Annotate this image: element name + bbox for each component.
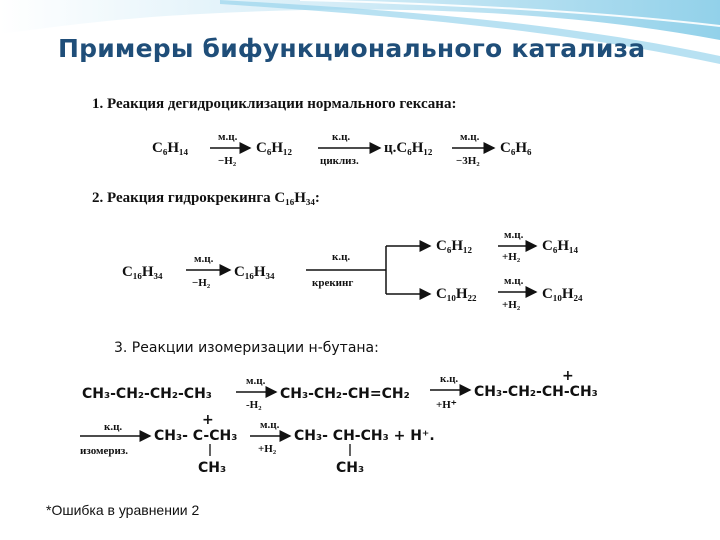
s3-l2-hydrogen: +H₂: [258, 443, 277, 455]
cyclohexane-formula: ц.C₆H₁₂: [384, 140, 433, 156]
section1-heading: 1. Реакция дегидроциклизации нормального гексана:: [92, 96, 457, 112]
s2-step2-catalyst: к.ц.: [332, 251, 351, 263]
tert-butyl-cation-formula: CH₃- C-CH₃: [154, 428, 238, 444]
s3-l1-catalyst-1: м.ц.: [246, 375, 266, 387]
s1-step1-loss: −H₂: [218, 155, 237, 167]
isobutane-branch: CH₃: [336, 460, 365, 476]
isobutane-formula: CH₃- CH-CH₃ + H⁺.: [294, 428, 435, 444]
s3-l1-proton: +H⁺: [436, 399, 457, 411]
s2-step2-process: крекинг: [312, 277, 354, 289]
slide-title: Примеры бифункционального катализа: [58, 34, 646, 63]
butyl-cation-charge: +: [562, 368, 574, 384]
hexane-formula: C₆H₁₄: [152, 140, 188, 156]
s2-lower-decene: C₁₀H₂₂: [436, 286, 477, 302]
s2-upper-hexane: C₆H₁₄: [542, 238, 578, 254]
s3-l1-loss-1: -H₂: [246, 399, 262, 411]
s2-upper-catalyst: м.ц.: [504, 229, 524, 241]
s1-step3-catalyst: м.ц.: [460, 131, 480, 143]
hexene-formula: C₆H₁₂: [256, 140, 292, 156]
s2-upper-hydrogen: +H₂: [502, 251, 521, 263]
s2-step1-loss: −H₂: [192, 277, 211, 289]
butene-formula: CH₃-CH₂-CH=CH₂: [280, 386, 410, 402]
s3-l1-catalyst-2: к.ц.: [440, 373, 459, 385]
reactions-scan-upper: [70, 86, 676, 322]
s2-lower-hydrogen: +H₂: [502, 299, 521, 311]
error-footnote: *Ошибка в уравнении 2: [46, 502, 200, 518]
hexadecane-formula: C₁₆H₃₄: [122, 264, 163, 280]
hexadecene-formula: C₁₆H₃₄: [234, 264, 275, 280]
butane-formula: CH₃-CH₂-CH₂-CH₃: [82, 386, 212, 402]
benzene-formula: C₆H₆: [500, 140, 532, 156]
s2-step1-catalyst: м.ц.: [194, 253, 214, 265]
s2-lower-decane: C₁₀H₂₄: [542, 286, 583, 302]
s3-l2-process: изомериз.: [80, 445, 128, 457]
tert-butyl-branch: CH₃: [198, 460, 227, 476]
s1-step2-catalyst: к.ц.: [332, 131, 351, 143]
s1-step3-loss: −3H₂: [456, 155, 480, 167]
section3-heading: 3. Реакции изомеризации н-бутана:: [114, 340, 379, 356]
s3-l2-catalyst: к.ц.: [104, 421, 123, 433]
s2-upper-hexene: C₆H₁₂: [436, 238, 472, 254]
s2-lower-catalyst: м.ц.: [504, 275, 524, 287]
reactions-scan-lower: [70, 330, 630, 480]
butyl-cation-formula: CH₃-CH₂-CH-CH₃: [474, 384, 598, 400]
s1-step2-process: циклиз.: [320, 155, 359, 167]
s3-l2-catalyst-2: м.ц.: [260, 419, 280, 431]
tert-butyl-cation-charge: +: [202, 412, 214, 428]
s1-step1-catalyst: м.ц.: [218, 131, 238, 143]
section2-heading: 2. Реакция гидрокрекинга C₁₆H₃₄:: [92, 190, 320, 206]
